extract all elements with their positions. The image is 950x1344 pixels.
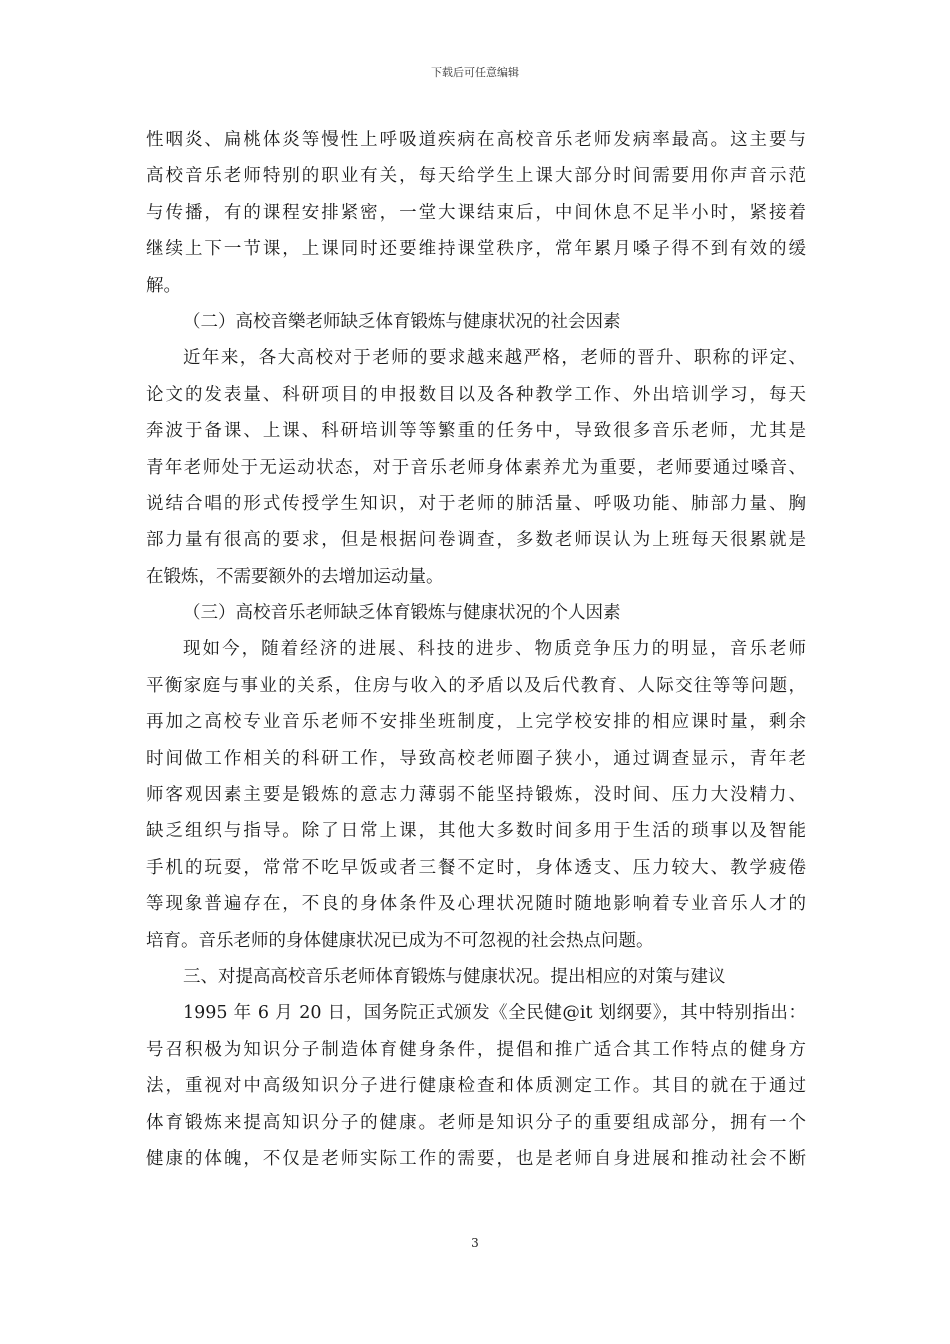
text-line: 论文的发表量、科研项目的申报数目以及各种教学工作、外出培训学习，每天 [146, 384, 806, 405]
paragraph [146, 995, 806, 1177]
text-line: 1995 年 6 月 20 日，国务院正式颁发《全民健@it 划纲要》，其中特别指出： [183, 1003, 806, 1024]
section-heading: （二）高校音樂老师缺乏体育锻炼与健康状况的社会因素 [183, 311, 621, 332]
text-line: 说结合唱的形式传授学生知识，对于老师的肺活量、呼吸功能、肺部力量、胸 [146, 493, 806, 514]
text-line: 性咽炎、扁桃体炎等慢性上呼吸道疾病在高校音乐老师发病率最高。这主要与 [146, 130, 806, 150]
text-line: 号召积极为知识分子制造体育健身条件，提倡和推广适合其工作特点的健身方 [146, 1039, 806, 1060]
text-line: 在锻炼，不需要额外的去增加运动量。 [146, 566, 444, 587]
page-number: 3 [471, 1236, 479, 1250]
paragraph [146, 340, 806, 595]
text-line: 时间做工作相关的科研工作，导致高校老师圈子狭小，通过调查显示，青年老 [146, 748, 806, 769]
text-line: 缺乏组织与指导。除了日常上课，其他大多数时间多用于生活的琐事以及智能 [146, 821, 806, 842]
text-line: 现如今，随着经济的进展、科技的进步、物质竞争压力的明显，音乐老师 [183, 639, 806, 660]
text-line: 法，重视对中高级知识分子进行健康检查和体质测定工作。其目的就在于通过 [146, 1076, 806, 1097]
text-line: 平衡家庭与事业的关系，住房与收入的矛盾以及后代教育、人际交往等等问题， [146, 675, 806, 696]
text-line: 体育锻炼来提高知识分子的健康。老师是知识分子的重要组成部分，拥有一个 [146, 1112, 806, 1133]
text-line: 奔波于备课、上课、科研培训等等繁重的任务中，导致很多音乐老师，尤其是 [146, 421, 806, 442]
text-line: 继续上下一节课，上课同时还要维持课堂秩序，常年累月嗓子得不到有效的缓 [146, 239, 806, 260]
text-line: 培育。音乐老师的身体健康状况已成为不可忽视的社会热点问题。 [146, 930, 654, 951]
text-line: 师客观因素主要是锻炼的意志力薄弱不能坚持锻炼，没时间、压力大没精力、 [146, 785, 806, 806]
section-heading: （三）高校音乐老师缺乏体育锻炼与健康状况的个人因素 [183, 603, 621, 624]
text-line: 再加之高校专业音乐老师不安排坐班制度，上完学校安排的相应课时量，剩余 [146, 712, 806, 733]
text-line: 高校音乐老师特别的职业有关，每天给学生上课大部分时间需要用你声音示范 [146, 166, 806, 187]
document-body [146, 122, 806, 1177]
section-heading: 三、对提高高校音乐老师体育锻炼与健康状况。提出相应的对策与建议 [183, 966, 726, 987]
text-line: 近年来，各大高校对于老师的要求越来越严格，老师的晋升、职称的评定、 [183, 348, 806, 369]
text-line: 与传播，有的课程安排紧密，一堂大课结束后，中间休息不足半小时，紧接着 [146, 202, 806, 223]
text-line: 等现象普遍存在，不良的身体条件及心理状况随时随地影响着专业音乐人才的 [146, 894, 806, 915]
text-line: 手机的玩耍，常常不吃早饭或者三餐不定时，身体透支、压力较大、教学疲倦 [146, 857, 806, 878]
text-line: 部力量有很高的要求，但是根据问卷调查，多数老师误认为上班每天很累就是 [146, 530, 806, 551]
text-line: 健康的体魄，不仅是老师实际工作的需要，也是老师自身进展和推动社会不断 [146, 1148, 806, 1169]
text-line: 青年老师处于无运动状态，对于音乐老师身体素养尤为重要，老师要通过嗓音、 [146, 457, 806, 478]
page-header: 下载后可任意编辑 [431, 66, 519, 79]
paragraph [146, 122, 806, 304]
text-line: 解。 [146, 275, 181, 296]
paragraph [146, 631, 806, 959]
